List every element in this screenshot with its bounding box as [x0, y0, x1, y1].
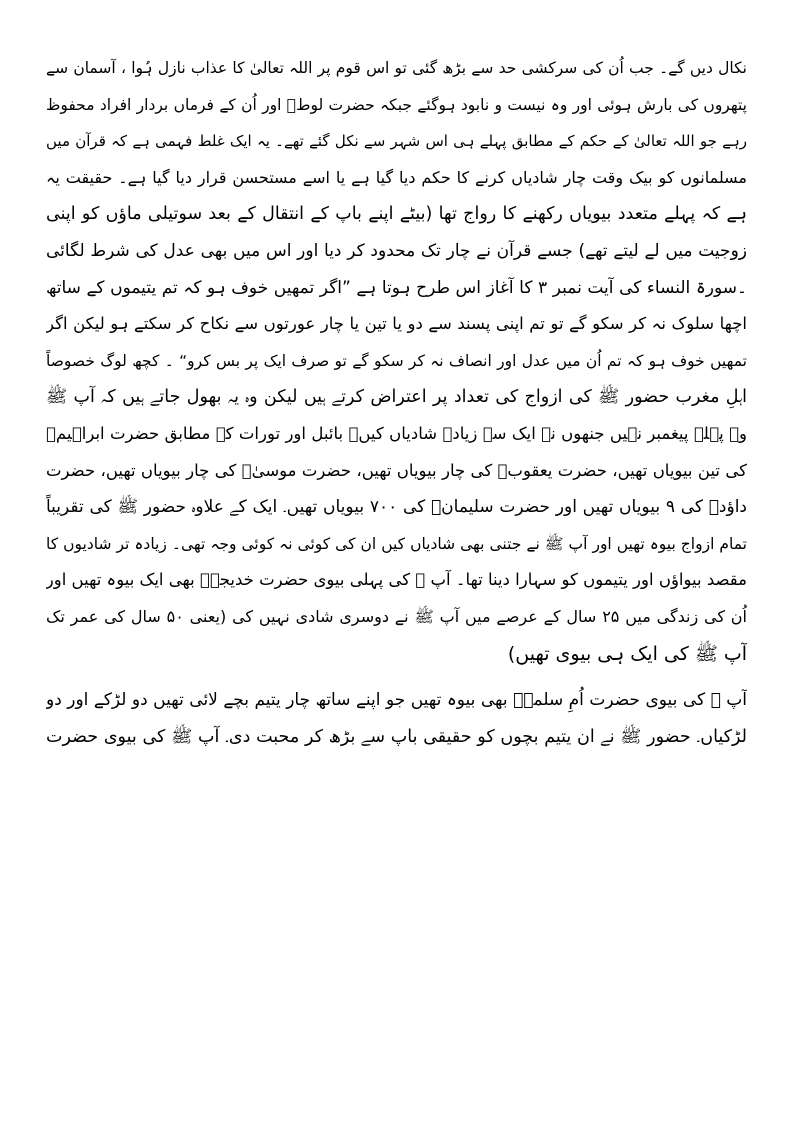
text-line: لڑکیاں۔ حضور ﷺ نے ان یتیم بچوں کو حقیقی باپ سے بڑھ کر محبت دی۔ آپ ﷺ کی بیوی حضرت [46, 726, 747, 747]
text-line: مقصد بیواؤں اور یتیموں کو سہارا دینا تھا۔ آپ ﷺ کی پہلی بیوی حضرت خدیجہؓ بھی ایک بیوہ تھیں اور [46, 570, 747, 590]
text-line: آپ ﷺ کی ایک ہی بیوی تھیں) [507, 642, 747, 665]
text-line: مسلمانوں کو بیک وقت چار شادیاں کرنے کا حکم دیا گیا ہے یا اسے مستحسن قرار دیا گیا ہے۔ حقیقت یہ [46, 167, 747, 187]
text-line: اہلِ مغرب حضور ﷺ کی ازواج کی تعداد پر اعتراض کرتے ہیں لیکن وہ یہ بھول جاتے ہیں کہ آپ ﷺ [46, 387, 747, 408]
urdu-text-block [46, 50, 747, 755]
text-line: اچھا سلوک نہ کر سکو گے تو تم اپنی پسند سے دو یا تین یا چار عورتوں سے نکاح کر سکتے ہو لیکن اگر [46, 314, 747, 334]
text-line: آپ ﷺ کی بیوی حضرت اُمِ سلمہؓ بھی بیوہ تھیں جو اپنے ساتھ چار یتیم بچے لائی تھیں دو لڑکے اور دو [46, 690, 747, 711]
text-line: ہے کہ پہلے متعدد بیویاں رکھنے کا رواج تھا (بیٹے اپنے باپ کے انتقال کے بعد سوتیلی ماؤں کو اپنی [46, 204, 747, 225]
text-line: اُن کی زندگی میں ۲۵ سال کے عرصے میں آپ ﷺ نے دوسری شادی نہیں کی (یعنی ۵۰ سال کی عمر تک [46, 606, 747, 626]
text-line: وہ پہلے پیغمبر نہیں جنھوں نے ایک سے زیادہ شادیاں کیں۔ بائبل اور تورات کے مطابق حضرت ابراہیمؑ [46, 423, 747, 443]
text-line: کی تین بیویاں تھیں، حضرت یعقوبؑ کی چار بیویاں تھیں، حضرت موسیٰؑ کی چار بیویاں تھیں، حضرت [46, 460, 747, 480]
text-line: پتھروں کی بارش ہوئی اور وہ نیست و نابود ہوگئے جبکہ حضرت لوطؑ اور اُن کے فرماں بردار افراد محفوظ [46, 95, 747, 114]
text-line: رہے جو اللہ تعالیٰ کے حکم کے مطابق پہلے ہی اس شہر سے نکل گئے تھے۔ یہ ایک غلط فہمی ہے کہ قرآن میں [46, 132, 747, 151]
text-line: نکال دیں گے۔ جب اُن کی سرکشی حد سے بڑھ گئی تو اس قوم پر اللہ تعالیٰ کا عذاب نازل ہُوا ، آسمان سے [46, 59, 747, 77]
text-line: داؤدؑ کی ۹ بیویاں تھیں اور حضرت سلیمانؑ کی ۷۰۰ بیویاں تھیں۔ ایک کے علاوہ حضور ﷺ کی تقریباً [46, 497, 747, 518]
text-line: ۔سورۃ النساء کی آیت نمبر ۳ کا آغاز اس طرح ہوتا ہے ”اگر تمھیں خوف ہو کہ تم یتیموں کے ساتھ [46, 277, 747, 298]
text-line: تمام ازواج بیوہ تھیں اور آپ ﷺ نے جتنی بھی شادیاں کیں ان کی کوئی نہ کوئی وجہ تھی۔ زیادہ تر شادیوں کا [46, 534, 747, 553]
paragraph-gap [46, 672, 747, 682]
paragraph [46, 50, 747, 672]
text-line: تمھیں خوف ہو کہ تم اُن میں عدل اور انصاف نہ کر سکو گے تو صرف ایک پر بس کرو“ ۔ کچھ لوگ خصوصاً [46, 351, 747, 370]
text-line: زوجیت میں لے لیتے تھے) جسے قرآن نے چار تک محدود کر دیا اور اس میں بھی عدل کی شرط لگائی [46, 240, 747, 261]
paragraph [46, 682, 747, 755]
